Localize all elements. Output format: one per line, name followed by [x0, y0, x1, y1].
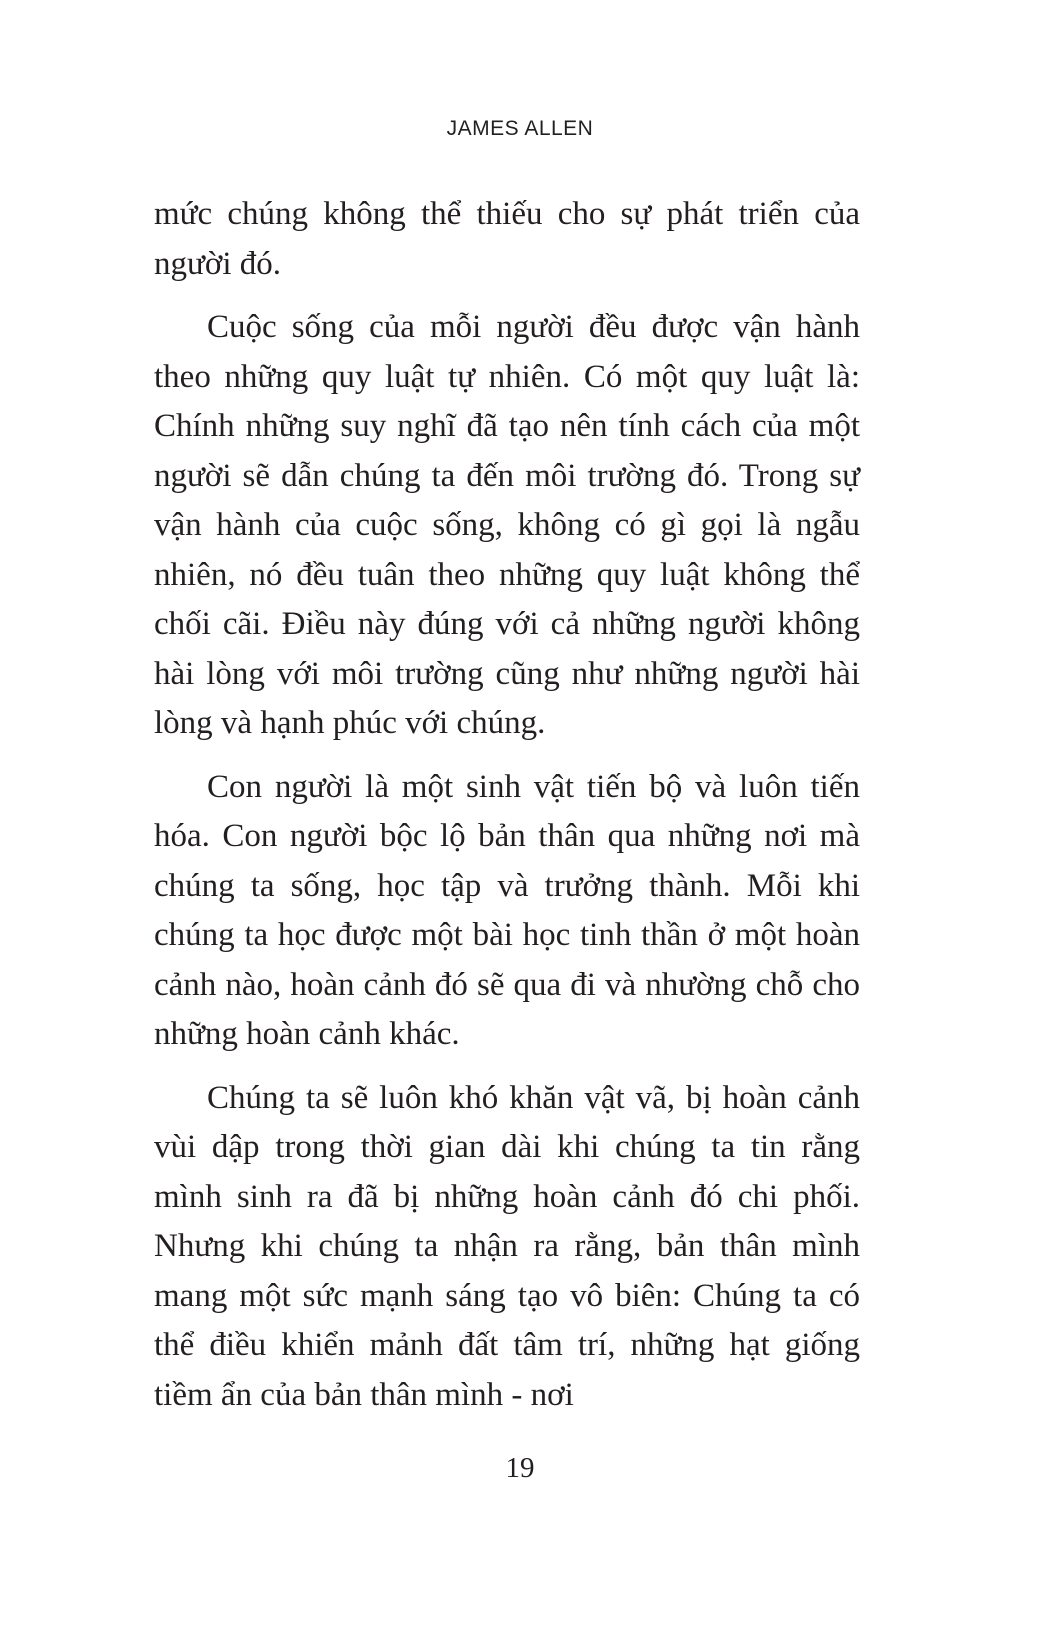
paragraph: Cuộc sống của mỗi người đều được vận hành theo những quy luật tự nhiên. Có một quy luật là: Chính những suy nghĩ đã tạo nên tính cách của một người sẽ dẫn chúng ta đến môi trường đó. Trong sự vận hành của cuộc sống, không có gì gọi là ngẫu nhiên, nó đều tuân theo những quy luật không thể chối cãi. Điều này đúng với cả những người không hài lòng với môi trường cũng như những người hài lòng và hạnh phúc với chúng. — [154, 309, 860, 741]
running-head-author: JAMES ALLEN — [446, 117, 594, 140]
body-text — [154, 190, 860, 1434]
paragraph: Chúng ta sẽ luôn khó khăn vật vã, bị hoàn cảnh vùi dập trong thời gian dài khi chúng ta tin rằng mình sinh ra đã bị những hoàn cảnh đó chi phối. Nhưng khi chúng ta nhận ra rằng, bản thân mình mang một sức mạnh sáng tạo vô biên: Chúng ta có thể điều khiển mảnh đất tâm trí, những hạt giống tiềm ẩn của bản thân mình - nơi — [154, 1079, 860, 1413]
paragraph-continuation: mức chúng không thể thiếu cho sự phát triển của người đó. — [154, 196, 860, 282]
page-number: 19 — [505, 1452, 535, 1484]
paragraph: Con người là một sinh vật tiến bộ và luôn tiến hóa. Con người bộc lộ bản thân qua những nơi mà chúng ta sống, học tập và trưởng thành. Mỗi khi chúng ta học được một bài học tinh thần ở một hoàn cảnh nào, hoàn cảnh đó sẽ qua đi và nhường chỗ cho những hoàn cảnh khác. — [154, 768, 860, 1052]
